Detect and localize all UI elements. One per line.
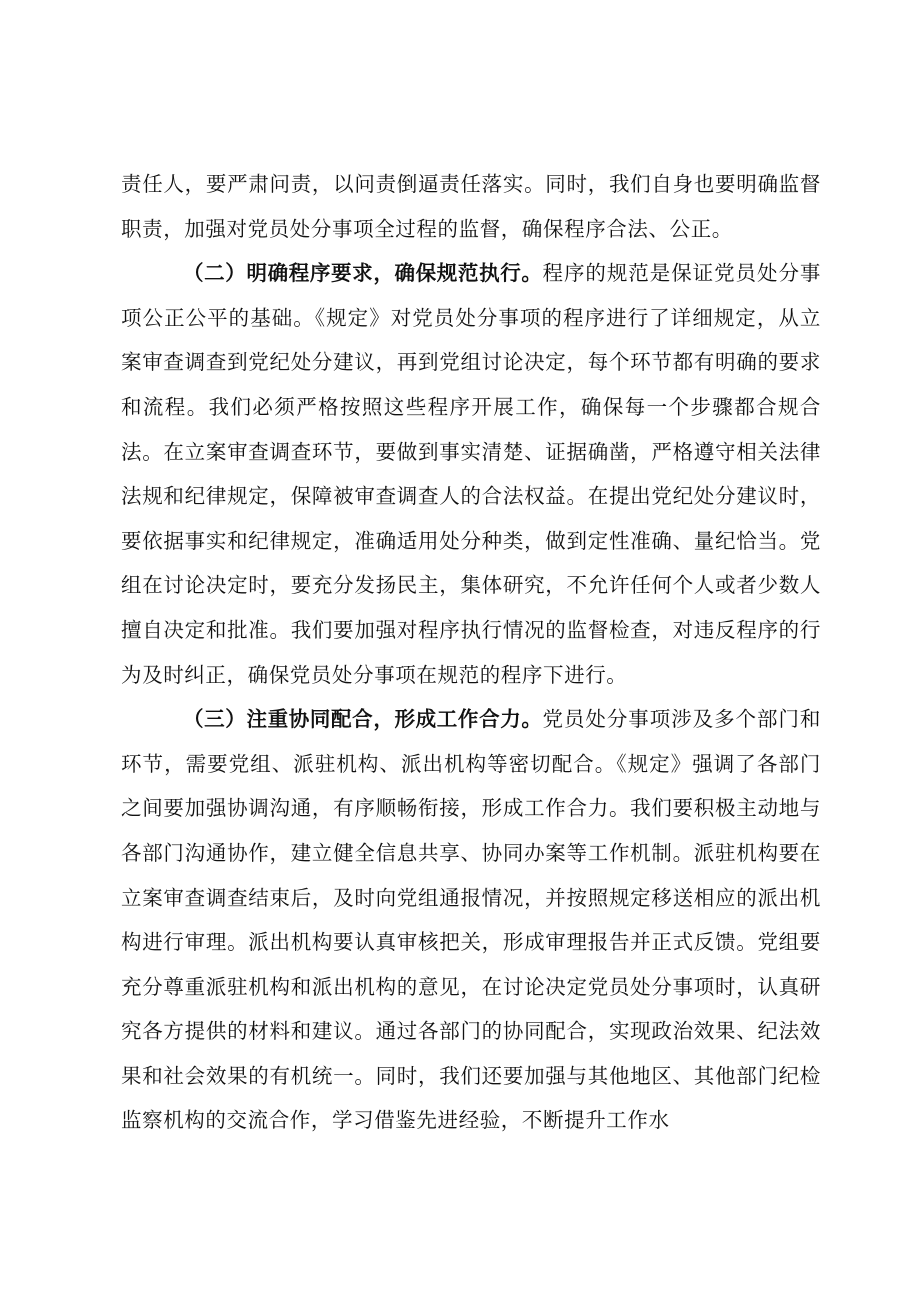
paragraph-continuation [121, 162, 821, 251]
section-heading: （二）明确程序要求，确保规范执行。 [183, 261, 543, 286]
section-heading: （三）注重协同配合，形成工作合力。 [183, 707, 543, 732]
paragraph-body: 程序的规范是保证党员处分事项公正公平的基础。《规定》对党员处分事项的程序进行了详细规定，从立案审查调查到党纪处分建议，再到党组讨论决定，每个环节都有明确的要求和流程。我们必须严格按照这些程序开展工作，确保每一个步骤都合规合法。在立案审查调查环节，要做到事实清楚、证据确凿，严格遵守相关法律法规和纪律规定，保障被审查调查人的合法权益。在提出党纪处分建议时，要依据事实和纪律规定，准确适用处分种类，做到定性准确、量纪恰当。党组在讨论决定时，要充分发扬民主，集体研究，不允许任何个人或者少数人擅自决定和批准。我们要加强对程序执行情况的监督检查，对违反程序的行为及时纠正，确保党员处分事项在规范的程序下进行。 [121, 261, 821, 687]
paragraph-body: 党员处分事项涉及多个部门和环节，需要党组、派驻机构、派出机构等密切配合。《规定》强调了各部门之间要加强协调沟通，有序顺畅衔接，形成工作合力。我们要积极主动地与各部门沟通协作，建立健全信息共享、协同办案等工作机制。派驻机构要在立案审查调查结束后，及时向党组通报情况，并按照规定移送相应的派出机构进行审理。派出机构要认真审核把关，形成审理报告并正式反馈。党组要充分尊重派驻机构和派出机构的意见，在讨论决定党员处分事项时，认真研究各方提供的材料和建议。通过各部门的协同配合，实现政治效果、纪法效果和社会效果的有机统一。同时，我们还要加强与其他地区、其他部门纪检监察机构的交流合作，学习借鉴先进经验，不断提升工作水 [121, 707, 821, 1133]
paragraph-body: 责任人，要严肃问责，以问责倒逼责任落实。同时，我们自身也要明确监督职责，加强对党员处分事项全过程的监督，确保程序合法、公正。 [121, 172, 821, 241]
paragraph-procedure-requirements [121, 251, 821, 697]
paragraph-coordination [121, 697, 821, 1143]
document-body [121, 162, 821, 1143]
